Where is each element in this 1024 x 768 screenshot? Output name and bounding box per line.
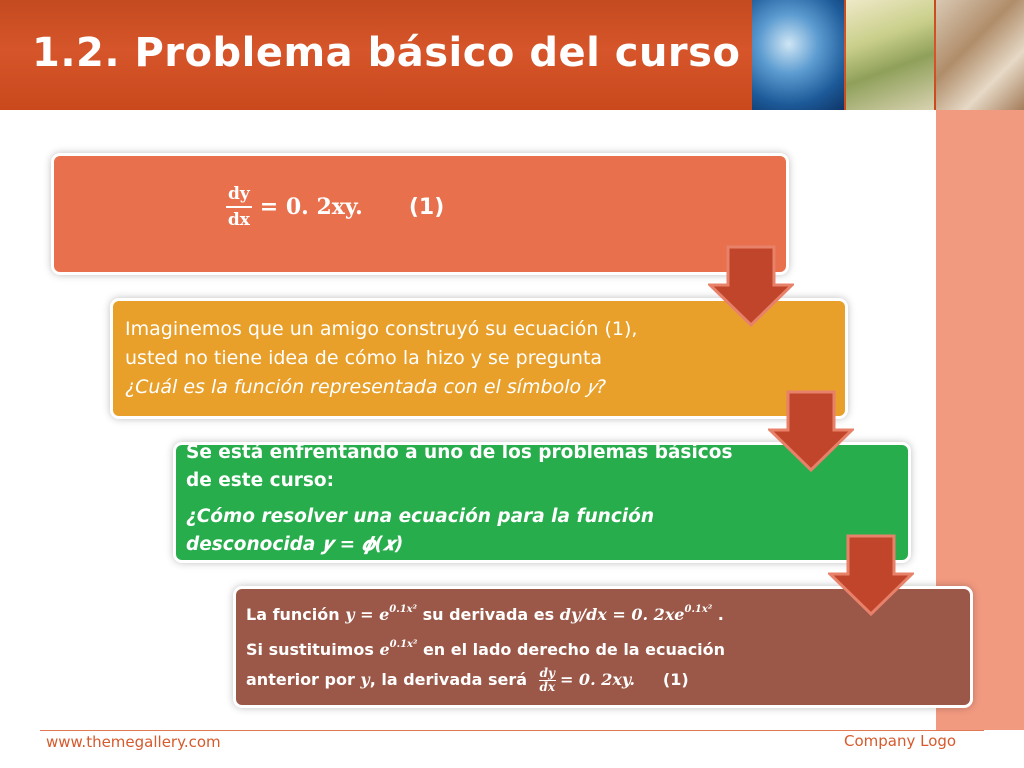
down-arrow-1 xyxy=(708,245,794,327)
derivative-fraction-small xyxy=(539,667,556,694)
question-line-1: Imaginemos que un amigo construyó su ecuación (1), xyxy=(125,318,638,340)
symbol-y: y xyxy=(360,670,370,689)
solution-text-segment: anterior por xyxy=(246,670,361,689)
solution-line-2 xyxy=(246,630,725,665)
exp-base: e xyxy=(379,640,390,659)
footer-url[interactable]: www.themegallery.com xyxy=(46,733,221,751)
fraction-numerator: dy xyxy=(539,666,555,680)
down-arrow-3 xyxy=(828,534,914,616)
equation-box xyxy=(54,156,786,272)
exponent: 0.1x² xyxy=(389,604,418,615)
solution-text-segment: Si sustituimos xyxy=(246,640,380,659)
problem-line-2: de este curso: xyxy=(186,470,334,491)
question-text xyxy=(125,315,637,402)
header-photo-pen xyxy=(936,0,1024,110)
problem-line-1: Se está enfrentando a uno de los problemas básicos xyxy=(186,442,733,463)
down-arrow-2 xyxy=(768,390,854,472)
exponent: 0.1x² xyxy=(684,604,713,615)
exponent: 0.1x² xyxy=(389,639,418,650)
header-photo-calculator xyxy=(846,0,934,110)
problem-text xyxy=(186,439,732,559)
solution-text xyxy=(246,595,725,695)
question-line-3: ¿Cuál es la función representada con el símbolo 𝑦? xyxy=(125,376,607,398)
solution-line-1 xyxy=(246,595,725,630)
solution-text-segment: , la derivada será xyxy=(369,670,533,689)
solution-line-3 xyxy=(246,665,725,695)
function-expression: y = e xyxy=(345,605,390,624)
fraction-numerator: dy xyxy=(226,184,252,208)
equation-label: (1) xyxy=(408,194,445,220)
solution-text-segment: . xyxy=(712,605,724,624)
problem-line-4: desconocida 𝒚 = 𝝓(𝒙) xyxy=(186,534,404,555)
question-line-2: usted no tiene idea de cómo la hizo y se pregunta xyxy=(125,347,603,369)
fraction-denominator: dx xyxy=(227,210,250,230)
main-equation xyxy=(226,184,444,230)
derivative-fraction xyxy=(226,184,252,230)
equation-rhs: = 0. 2xy. xyxy=(259,194,363,220)
problem-line-3: ¿Cómo resolver una ecuación para la función xyxy=(186,506,655,527)
slide-title: 1.2. Problema básico del curso xyxy=(32,30,741,76)
solution-text-segment: La función xyxy=(246,605,346,624)
company-logo: Company Logo xyxy=(844,732,957,750)
solution-text-segment: en el lado derecho de la ecuación xyxy=(417,640,726,659)
header-photo-globe xyxy=(752,0,844,110)
derivative-expression: dy/dx = 0. 2xe xyxy=(559,605,685,624)
fraction-denominator: dx xyxy=(539,680,556,694)
footer-divider xyxy=(40,730,984,731)
equation-rhs: = 0. 2xy. xyxy=(559,670,635,689)
equation-label: (1) xyxy=(662,670,689,689)
solution-text-segment: su derivada es xyxy=(417,605,560,624)
